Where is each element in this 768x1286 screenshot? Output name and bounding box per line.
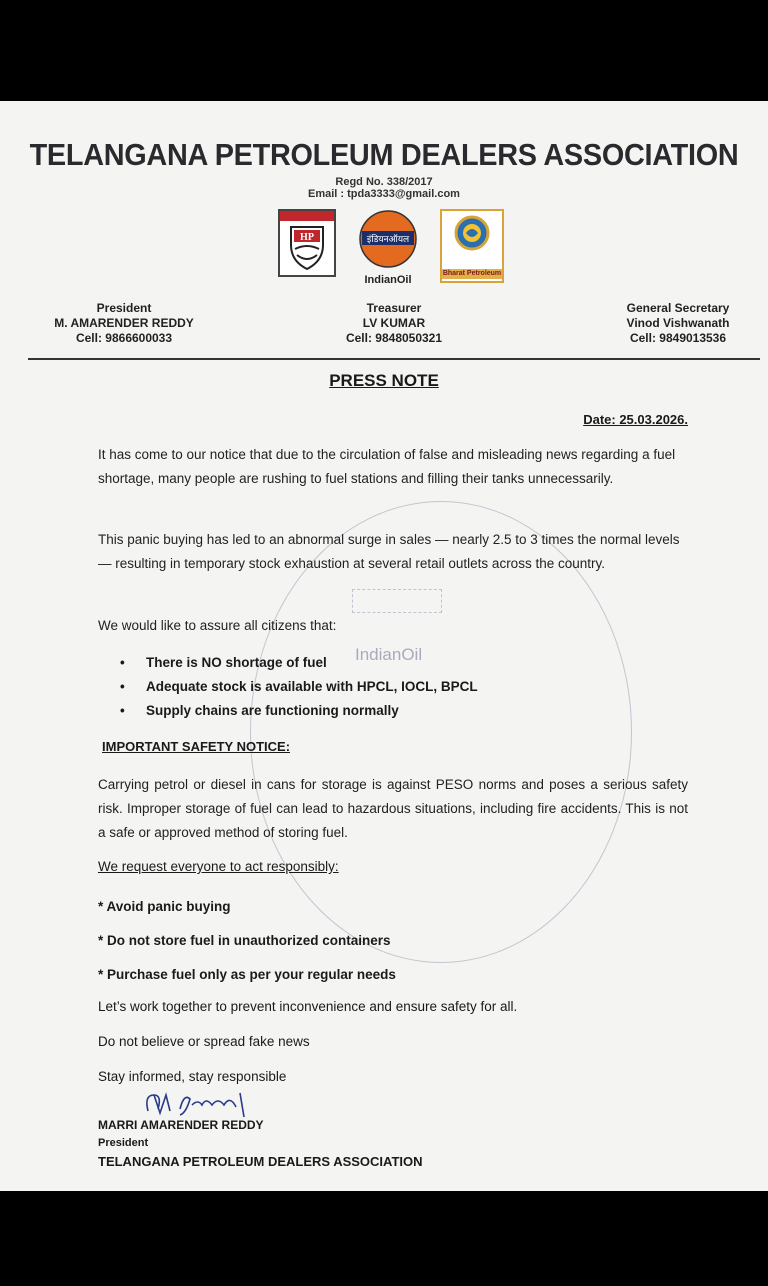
officer-role: General Secretary: [626, 301, 730, 315]
safety-notice-heading: IMPORTANT SAFETY NOTICE:: [102, 739, 291, 754]
bharat-emblem-icon: [442, 211, 502, 261]
closing-line-3: Stay informed, stay responsible: [98, 1069, 287, 1084]
officer-name: LV KUMAR: [362, 316, 426, 330]
safety-paragraph: Carrying petrol or diesel in cans for storage is against PESO norms and poses a serious safety risk. Improper storage of fuel can lead to hazardous situations, including fire accidents. This is not a safe or approved method of storing fuel.: [98, 777, 688, 840]
officer-general-secretary: [596, 301, 760, 346]
officer-cell: Cell: 9866600033: [75, 331, 173, 345]
indianoil-logo: [352, 209, 424, 289]
officer-treasurer: [320, 301, 468, 346]
email-address: Email : tpda3333@gmail.com: [308, 188, 460, 200]
signatory-organization: TELANGANA PETROLEUM DEALERS ASSOCIATION: [98, 1154, 423, 1169]
officer-name: M. AMARENDER REDDY: [54, 316, 194, 330]
header-divider: [28, 358, 760, 360]
hp-text: HP: [300, 232, 314, 243]
request-item: * Do not store fuel in unauthorized containers: [98, 933, 391, 948]
request-heading: We request everyone to act responsibly:: [98, 859, 339, 874]
list-item: • Adequate stock is available with HPCL, IOCL, BPCL: [120, 679, 478, 694]
hp-emblem-icon: [285, 223, 329, 273]
stamp-brand-text: IndianOil: [355, 645, 423, 664]
association-title: TELANGANA PETROLEUM DEALERS ASSOCIATION: [29, 137, 739, 172]
stamp-box: [352, 589, 442, 613]
regd-number: Regd No. 338/2017: [335, 176, 433, 188]
bharat-petroleum-logo: [440, 209, 504, 283]
paragraph-3: We would like to assure all citizens that:: [98, 618, 337, 633]
list-item: • Supply chains are functioning normally: [120, 703, 399, 718]
hp-logo: [278, 209, 336, 277]
request-item: * Avoid panic buying: [98, 899, 231, 914]
officer-cell: Cell: 9848050321: [345, 331, 443, 345]
note-date: Date: 25.03.2026.: [583, 412, 688, 427]
press-note-document: [0, 101, 768, 1191]
registration-info: [0, 176, 768, 200]
paragraph-1: It has come to our notice that due to the circulation of false and misleading news regarding a fuel shortage, many people are rushing to fuel stations and filling their tanks unnecessarily.: [98, 447, 676, 486]
paragraph-2: This panic buying has led to an abnormal surge in sales — nearly 2.5 to 3 times the normal levels — resulting in temporary stock exhaustion at several retail outlets across the country.: [98, 532, 680, 571]
handwritten-signature: [140, 1087, 260, 1121]
officer-role: President: [96, 301, 152, 315]
officer-name: Vinod Vishwanath: [626, 316, 730, 330]
signatory-role: President: [98, 1137, 149, 1149]
press-note-heading: PRESS NOTE: [329, 371, 439, 390]
request-item: * Purchase fuel only as per your regular needs: [98, 967, 396, 982]
indianoil-label: IndianOil: [364, 274, 412, 286]
signatory-name: MARRI AMARENDER REDDY: [98, 1118, 264, 1132]
closing-line-2: Do not believe or spread fake news: [98, 1034, 310, 1049]
indianoil-emblem-icon: [352, 209, 424, 289]
indianoil-devanagari: इंडियनऑयल: [366, 235, 410, 245]
closing-line-1: Let’s work together to prevent inconvenience and ensure safety for all.: [98, 999, 518, 1014]
officer-role: Treasurer: [366, 301, 422, 315]
officer-president: [48, 301, 200, 346]
list-item: • There is NO shortage of fuel: [120, 655, 327, 670]
officer-cell: Cell: 9849013536: [629, 331, 727, 345]
bharat-label: Bharat Petroleum: [442, 270, 502, 277]
